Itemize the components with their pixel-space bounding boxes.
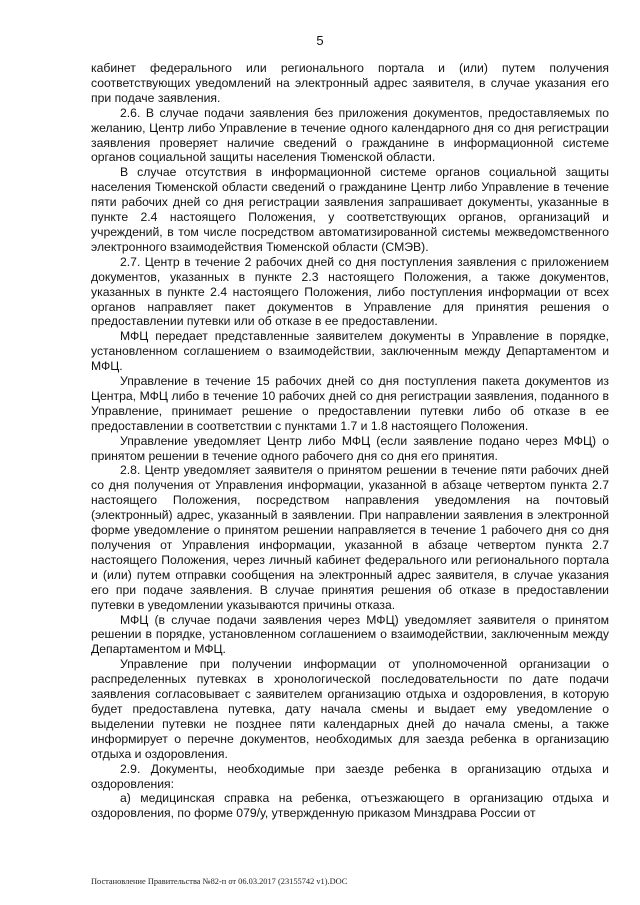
paragraph: а) медицинская справка на ребенка, отъезжающего в организацию отдыха и оздоровления, по форме 079/у, утвержденную приказом Минздрава России от [91,791,609,821]
paragraph: кабинет федерального или регионального портала и (или) путем получения соответствующих уведомлений на электронный адрес заявителя, в случае указания его при подаче заявления. [91,61,609,105]
paragraph: 2.7. Центр в течение 2 рабочих дней со дня поступления заявления с приложением документов, указанных в пункте 2.3 настоящего Положения, а также документов, указанных в пункте 2.4 настоящего Положения, либо поступления информации от всех органов направляет пакет документов в Управление для принятия решения о предоставлении путевки или об отказе в ее предоставлении. [91,254,609,329]
paragraph: В случае отсутствия в информационной системе органов социальной защиты населения Тюменской области сведений о гражданине Центр либо Управление в течение пяти рабочих дней со дня регистрации заявления запрашивает документы, указанные в пункте 2.4 настоящего Положения, у соответствующих органов, организаций и учреждений, в том числе посредством автоматизированной системы межведомственного электронного взаимодействия Тюменской области (СМЭВ). [91,165,609,254]
paragraph: Управление в течение 15 рабочих дней со дня поступления пакета документов из Центра, МФЦ либо в течение 10 рабочих дней со дня регистрации заявления, поданного в Управление, принимает решение о предоставлении путевки либо об отказе в ее предоставлении в соответствии с пунктами 1.7 и 1.8 настоящего Положения. [91,374,609,433]
paragraph: Управление уведомляет Центр либо МФЦ (если заявление подано через МФЦ) о принятом решении в течение одного рабочего дня со дня его принятия. [91,433,609,463]
paragraph: 2.8. Центр уведомляет заявителя о принятом решении в течение пяти рабочих дней со дня получения от Управления информации, указанной в абзаце четвертом пункта 2.7 настоящего Положения, посредством направления уведомления на почтовый (электронный) адрес, указанный в заявлении. При направлении заявления в электронной форме уведомление о принятом решении направляется в течение 1 рабочего дня со дня получения от Управления информации, указанной в абзаце четвертом пункта 2.7 настоящего Положения, через личный кабинет федерального или регионального портала и (или) путем отправки сообщения на электронный адрес заявителя, в случае указания его при подаче заявления. В случае принятия решения об отказе в предоставлении путевки в уведомлении указываются причины отказа. [91,463,609,612]
page-number: 5 [316,33,324,48]
paragraph: 2.6. В случае подачи заявления без приложения документов, предоставляемых по желанию, Центр либо Управление в течение одного календарного дня со дня регистрации заявления проверяет наличие сведений о гражданине в информационной системе органов социальной защиты населения Тюменской области. [91,105,609,165]
paragraph: Управление при получении информации от уполномоченной организации о распределенных путевках в хронологической последовательности по дате подачи заявления согласовывает с заявителем организацию отдыха и оздоровления, в которую будет предоставлена путевка, дату начала смены и выдает ему уведомление о выделении путевки не позднее пяти календарных дней до начала смены, а также информирует о перечне документов, необходимых для заезда ребенка в организацию отдыха и оздоровления. [91,657,609,761]
document-footer: Постановление Правительства №82-п от 06.03.2017 (23155742 v1).DOC [91,877,348,886]
paragraph: МФЦ передает представленные заявителем документы в Управление в порядке, установленном соглашением о взаимодействии, заключенным между Департаментом и МФЦ. [91,329,609,374]
document-body [91,61,609,821]
paragraph: 2.9. Документы, необходимые при заезде ребенка в организацию отдыха и оздоровления: [91,761,609,791]
paragraph: МФЦ (в случае подачи заявления через МФЦ) уведомляет заявителя о принятом решении в порядке, установленном соглашением о взаимодействии, заключенным между Департаментом и МФЦ. [91,612,609,657]
